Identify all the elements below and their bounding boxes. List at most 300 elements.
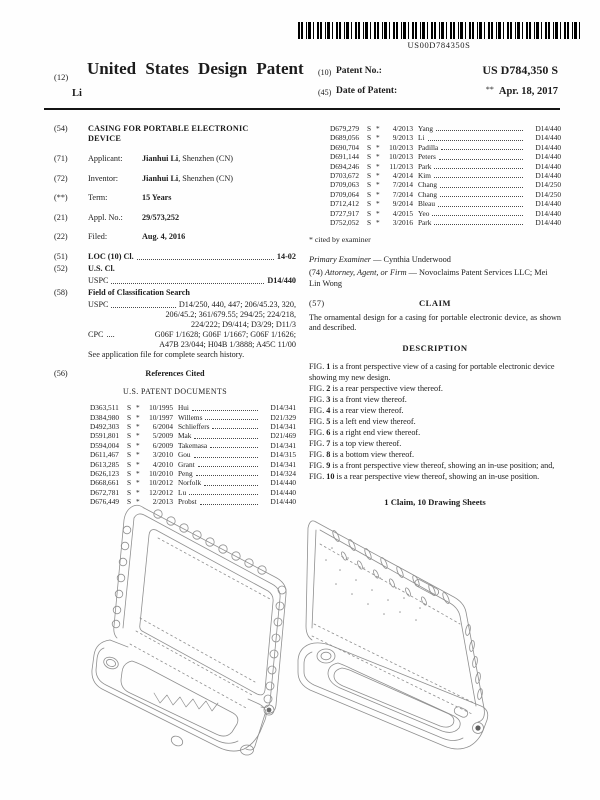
ref-kind-code: S [127, 403, 132, 413]
reference-row [330, 162, 561, 171]
ref-examiner-star: * [376, 218, 380, 228]
ref-date: 10/1995 [149, 403, 173, 413]
ref-classification: D14/440 [270, 487, 296, 497]
fig-number: 1 [326, 362, 331, 372]
section-54-code: (54) [54, 124, 68, 133]
ref-inventor-name: Probst [178, 497, 197, 507]
field-code: (21) [54, 212, 68, 222]
ref-inventor-name: Chang [418, 180, 438, 190]
fig-number: 4 [326, 406, 331, 416]
ref-patent-number: D672,781 [90, 487, 119, 497]
ref-classification: D14/440 [535, 142, 561, 152]
us-classification-row [54, 264, 296, 274]
reference-row [90, 431, 296, 440]
reference-row [90, 413, 296, 422]
dot-leader [440, 190, 523, 197]
ref-classification: D21/469 [270, 431, 296, 441]
references-table-right [330, 124, 561, 227]
fig-prefix: FIG. [309, 384, 325, 394]
uspc-value-row [88, 276, 296, 286]
uspc-search-line [88, 300, 296, 310]
rear-perspective-figure-drawing [296, 508, 531, 763]
ref-classification: D14/341 [270, 459, 296, 469]
claims-sheets-note: 1 Claim, 10 Drawing Sheets [384, 497, 486, 508]
dot-leader [432, 209, 523, 216]
fig-number: 3 [326, 395, 331, 405]
ref-inventor-name: Hui [178, 403, 189, 413]
uspc-value: D14/440 [267, 275, 296, 285]
ref-date: 6/2004 [152, 421, 173, 431]
ref-classification: D14/341 [270, 440, 296, 450]
us-cl-label: U.S. Cl. [88, 263, 115, 273]
ref-patent-number: D363,511 [90, 403, 119, 413]
double-asterisk-marker: ** [485, 85, 494, 94]
ref-patent-number: D591,801 [90, 431, 119, 441]
ref-date: 4/2014 [392, 171, 413, 181]
ref-patent-number: D712,412 [330, 199, 359, 209]
ref-patent-number: D709,063 [330, 180, 359, 190]
ref-date: 10/2013 [389, 152, 413, 162]
ref-classification: D14/440 [535, 124, 561, 133]
ref-inventor-name: Yeo [418, 208, 430, 218]
fig-text: is a front perspective view of a casing for portable electronic device showing my new design. [309, 362, 555, 383]
ref-patent-number: D613,285 [90, 459, 119, 469]
dot-leader [428, 133, 524, 140]
bibliographic-entry [54, 193, 296, 203]
figure-description-line [309, 450, 561, 461]
attorney-name: Novoclaims Patent Services LLC; Mei Lin Wong [309, 268, 548, 288]
section-52-code: (52) [54, 263, 68, 273]
ref-examiner-star: * [136, 478, 140, 488]
loc-value: 14-02 [276, 251, 296, 261]
uspc-label: USPC [88, 299, 109, 309]
ref-kind-code: S [127, 431, 132, 441]
ref-patent-number: D679,279 [330, 124, 359, 133]
ref-patent-number: D703,672 [330, 171, 359, 181]
bibliographic-entry [54, 232, 296, 242]
reference-row [330, 218, 561, 227]
ref-patent-number: D626,123 [90, 468, 119, 478]
ref-patent-number: D690,704 [330, 142, 359, 152]
reference-row [330, 143, 561, 152]
figure-description-line [309, 461, 561, 472]
references-cited-label: References Cited [145, 368, 205, 378]
ref-classification: D14/250 [535, 180, 561, 190]
ref-examiner-star: * [376, 171, 380, 181]
ref-examiner-star: * [136, 440, 140, 450]
figure-descriptions [309, 362, 561, 483]
ref-inventor-name: Gou [178, 450, 191, 460]
ref-patent-number: D752,052 [330, 218, 359, 228]
ref-date: 12/2012 [149, 487, 173, 497]
claim-label: CLAIM [418, 298, 452, 309]
uspc-continuation-lines [88, 310, 296, 330]
dot-leader [137, 252, 274, 260]
fig-number: 5 [326, 417, 331, 427]
reference-row [90, 460, 296, 469]
ref-inventor-name: Park [418, 218, 432, 228]
reference-row [90, 403, 296, 412]
short-dot-leader: .... [106, 329, 115, 339]
dot-leader [196, 469, 258, 476]
references-cited-heading [54, 369, 296, 379]
date-of-patent [486, 85, 558, 97]
figure-description-line [309, 439, 561, 450]
kind-code: (12) [54, 72, 69, 82]
attorney-line [309, 268, 561, 289]
ref-inventor-name: Norfolk [178, 478, 202, 488]
date-of-patent-label: Date of Patent: [336, 86, 398, 96]
fig-text: is a rear view thereof. [332, 406, 404, 416]
figure-description-line [309, 428, 561, 439]
patent-no-field-code: (10) [318, 68, 332, 77]
fig-number: 9 [326, 461, 331, 471]
fig-prefix: FIG. [309, 417, 325, 427]
loc-label: LOC (10) Cl. [88, 251, 134, 261]
ref-inventor-name: Li [418, 133, 425, 143]
fig-prefix: FIG. [309, 406, 325, 416]
references-table-left [90, 403, 296, 506]
section-57-code: (57) [309, 299, 325, 309]
ref-inventor-name: Peng [178, 468, 193, 478]
fig-prefix: FIG. [309, 362, 325, 372]
ref-examiner-star: * [376, 152, 380, 162]
fig-text: is a front view thereof. [332, 395, 407, 405]
reference-row [90, 450, 296, 459]
ref-inventor-name: Mak [178, 431, 192, 441]
cpc-label: CPC [88, 329, 104, 339]
section-58-code: (58) [54, 287, 68, 297]
em-dash: — [373, 254, 382, 264]
ref-inventor-name: Yang [418, 124, 434, 133]
ref-examiner-star: * [376, 180, 380, 190]
ref-examiner-star: * [376, 208, 380, 218]
cpc-search-line [88, 330, 296, 340]
ref-examiner-star: * [136, 497, 140, 507]
ref-inventor-name: Schlieffers [178, 421, 210, 431]
ref-date: 6/2009 [152, 440, 173, 450]
ref-classification: D14/440 [535, 208, 561, 218]
ref-patent-number: D594,004 [90, 440, 119, 450]
ref-inventor-name: Peters [418, 152, 436, 162]
field-value: 15 Years [142, 193, 172, 202]
fig-number: 2 [326, 384, 331, 394]
bibliographic-entry [54, 174, 296, 184]
fig-prefix: FIG. [309, 395, 325, 405]
field-value: Aug. 4, 2016 [142, 232, 186, 241]
ref-inventor-name: Chang [418, 189, 438, 199]
ref-kind-code: S [127, 412, 132, 422]
figure-description-line [309, 362, 561, 384]
ref-classification: D14/440 [535, 161, 561, 171]
ref-inventor-name: Kim [418, 171, 431, 181]
ref-classification: D14/341 [270, 403, 296, 413]
dot-leader [440, 180, 523, 187]
invention-title: CASING FOR PORTABLE ELECTRONIC DEVICE [88, 124, 249, 143]
section-56-code: (56) [54, 368, 68, 378]
bibliographic-entry [54, 154, 296, 164]
dot-leader [439, 152, 523, 159]
ref-kind-code: S [367, 124, 372, 133]
fig-number: 8 [326, 450, 331, 460]
ref-date: 3/2010 [152, 450, 173, 460]
ref-kind-code: S [367, 208, 372, 218]
ref-classification: D14/250 [535, 189, 561, 199]
cpc-continuation-lines [88, 340, 296, 350]
section-51-code: (51) [54, 251, 68, 261]
ref-examiner-star: * [136, 403, 140, 413]
ref-inventor-name: Park [418, 161, 432, 171]
bibliographic-entry [54, 213, 296, 223]
fig-text: is a front perspective view thereof, showing an in-use position; and, [332, 461, 555, 471]
reference-row [90, 488, 296, 497]
dot-leader [436, 124, 523, 131]
ref-examiner-star: * [136, 412, 140, 422]
bibliographic-entries [54, 154, 296, 242]
ref-patent-number: D694,246 [330, 161, 359, 171]
ref-date: 5/2009 [152, 431, 173, 441]
header-divider [44, 108, 560, 110]
uspc-label: USPC [88, 275, 109, 285]
dot-leader [438, 199, 523, 206]
ref-date: 10/2010 [149, 468, 173, 478]
ref-classification: D14/440 [535, 152, 561, 162]
ref-date: 11/2013 [389, 161, 413, 171]
us-patent-documents-subheading: U.S. PATENT DOCUMENTS [123, 386, 227, 396]
fig-number: 10 [326, 472, 335, 482]
ref-date: 2/2013 [152, 497, 173, 507]
dot-leader [434, 218, 523, 225]
ref-examiner-star: * [136, 459, 140, 469]
ref-classification: D21/329 [270, 412, 296, 422]
ref-inventor-name: Takemasa [178, 440, 208, 450]
left-column [54, 124, 296, 507]
field-label: Filed: [88, 232, 108, 241]
ref-patent-number: D611,467 [90, 450, 119, 460]
fig-number: 6 [326, 428, 331, 438]
reference-row [90, 422, 296, 431]
document-title: United States Design Patent [87, 59, 304, 78]
claim-text: The ornamental design for a casing for portable electronic device, as shown and described. [309, 312, 561, 332]
dot-leader [204, 478, 258, 485]
dot-leader [434, 162, 523, 169]
ref-patent-number: D668,661 [90, 478, 119, 488]
ref-classification: D14/440 [535, 171, 561, 181]
reference-row [330, 152, 561, 161]
ref-kind-code: S [367, 133, 372, 143]
ref-kind-code: S [127, 478, 132, 488]
cpc-continuation-line: A47B 23/044; H04B 1/3888; A45C 11/00 [159, 339, 296, 349]
ref-classification: D14/440 [535, 133, 561, 143]
ref-classification: D14/440 [535, 218, 561, 228]
ref-date: 4/2010 [152, 459, 173, 469]
dot-leader [194, 431, 258, 438]
uspc-continuation-line: 206/45.2; 361/679.55; 294/25; 224/218, [165, 309, 296, 319]
date-value: Apr. 18, 2017 [498, 86, 558, 97]
ref-classification: D14/440 [270, 497, 296, 507]
ref-examiner-star: * [376, 161, 380, 171]
patent-no-label: Patent No.: [336, 66, 382, 76]
attorney-label: Attorney, Agent, or Firm [324, 268, 407, 278]
reference-row [330, 199, 561, 208]
ref-classification: D14/440 [535, 199, 561, 209]
dot-leader [434, 171, 523, 178]
dot-leader [441, 143, 523, 150]
ref-kind-code: S [127, 497, 132, 507]
ref-examiner-star: * [136, 468, 140, 478]
ref-classification: D14/324 [270, 468, 296, 478]
fig-prefix: FIG. [309, 472, 325, 482]
field-code: (22) [54, 232, 68, 241]
ref-patent-number: D384,980 [90, 412, 119, 422]
reference-row [330, 180, 561, 189]
ref-inventor-name: Grant [178, 459, 195, 469]
ref-date: 9/2014 [392, 199, 413, 209]
dot-leader [212, 422, 258, 429]
reference-row [90, 469, 296, 478]
ref-date: 7/2014 [392, 180, 413, 190]
figure-description-line [309, 395, 561, 406]
reference-row [330, 171, 561, 180]
ref-date: 3/2016 [392, 218, 413, 228]
ref-examiner-star: * [376, 124, 380, 133]
fig-text: is a left end view thereof. [332, 417, 416, 427]
field-code: (**) [54, 193, 68, 202]
right-column [309, 124, 561, 508]
uspc-continuation-line: 224/222; D9/414; D3/29; D11/3 [191, 319, 296, 329]
fig-text: is a right end view thereof. [332, 428, 421, 438]
ref-inventor-name: Lu [178, 487, 187, 497]
ref-kind-code: S [127, 440, 132, 450]
ref-inventor-name: Padilla [418, 142, 439, 152]
cpc-search-values: G06F 1/1628; G06F 1/1667; G06F 1/1626; [154, 329, 296, 339]
fig-text: is a bottom view thereof. [332, 450, 415, 460]
reference-row [330, 124, 561, 133]
description-heading: DESCRIPTION [402, 342, 468, 353]
ref-classification: D14/440 [270, 478, 296, 488]
invention-title-section [54, 124, 296, 144]
ref-patent-number: D727,917 [330, 208, 359, 218]
barcode-number: US00D784350S [407, 40, 471, 50]
primary-examiner-label: Primary Examiner [309, 254, 371, 264]
claim-heading [309, 298, 561, 308]
front-perspective-figure-drawing [70, 498, 310, 793]
dot-leader [198, 460, 258, 467]
field-label: Inventor: [88, 173, 119, 183]
ref-kind-code: S [367, 152, 372, 162]
field-of-search-body [88, 300, 296, 360]
dot-leader [111, 300, 175, 308]
ref-classification: D14/341 [270, 421, 296, 431]
cited-by-examiner-note: * cited by examiner [309, 235, 371, 245]
ref-date: 10/2013 [389, 142, 413, 152]
field-label: Appl. No.: [88, 212, 123, 222]
ref-kind-code: S [127, 450, 132, 460]
fig-number: 7 [326, 439, 331, 449]
figure-description-line [309, 472, 561, 483]
fig-prefix: FIG. [309, 461, 325, 471]
field-label: Applicant: [88, 154, 123, 163]
ref-date: 10/1997 [149, 412, 173, 422]
field-label: Term: [88, 193, 108, 202]
reference-row [330, 190, 561, 199]
fig-prefix: FIG. [309, 428, 325, 438]
field-value: Jianhui Li, Shenzhen (CN) [142, 173, 233, 183]
field-code: (71) [54, 154, 68, 163]
fig-prefix: FIG. [309, 439, 325, 449]
barcode-bars-icon [298, 22, 580, 39]
ref-date: 4/2015 [392, 208, 413, 218]
ref-kind-code: S [367, 189, 372, 199]
ref-kind-code: S [367, 142, 372, 152]
ref-patent-number: D492,303 [90, 421, 119, 431]
ref-kind-code: S [127, 421, 132, 431]
fig-text: is a rear perspective view thereof, showing an in-use position. [336, 472, 540, 482]
section-74-code: (74) [309, 268, 323, 278]
ref-date: 7/2014 [392, 189, 413, 199]
em-dash: — [408, 268, 417, 278]
ref-patent-number: D709,064 [330, 189, 359, 199]
ref-patent-number: D676,449 [90, 497, 119, 507]
ref-kind-code: S [367, 161, 372, 171]
primary-examiner-name: Cynthia Underwood [383, 254, 451, 264]
field-value: 29/573,252 [142, 212, 180, 222]
ref-examiner-star: * [376, 133, 380, 143]
ref-examiner-star: * [136, 450, 140, 460]
date-field-code: (45) [318, 88, 332, 97]
field-value: Jianhui Li, Shenzhen (CN) [142, 154, 233, 163]
dot-leader [192, 403, 258, 410]
ref-inventor-name: Willems [178, 412, 203, 422]
ref-date: 4/2013 [392, 124, 413, 133]
ref-patent-number: D689,056 [330, 133, 359, 143]
loc-classification-row [54, 252, 296, 262]
figure-description-line [309, 384, 561, 395]
ref-date: 10/2012 [149, 478, 173, 488]
dot-leader [189, 488, 258, 495]
ref-examiner-star: * [136, 431, 140, 441]
search-history-note: See application file for complete search history. [88, 349, 245, 359]
ref-examiner-star: * [376, 142, 380, 152]
ref-kind-code: S [127, 468, 132, 478]
reference-row [330, 209, 561, 218]
ref-patent-number: D691,144 [330, 152, 359, 162]
reference-row [90, 478, 296, 487]
uspc-search-values: D14/250, 440, 447; 206/45.23, 320, [178, 299, 296, 309]
field-of-search-heading [54, 288, 296, 298]
ref-examiner-star: * [376, 199, 380, 209]
dot-leader [210, 441, 258, 448]
fig-text: is a top view thereof. [332, 439, 402, 449]
patent-number: US D784,350 S [482, 63, 558, 77]
ref-date: 9/2013 [392, 133, 413, 143]
figure-description-line [309, 417, 561, 428]
ref-inventor-name: Bleau [418, 199, 436, 209]
ref-examiner-star: * [136, 421, 140, 431]
ref-examiner-star: * [136, 487, 140, 497]
inventor-surname: Li [72, 88, 82, 99]
field-of-search-label: Field of Classification Search [88, 287, 190, 297]
figure-description-line [309, 406, 561, 417]
reference-row [90, 441, 296, 450]
ref-examiner-star: * [376, 189, 380, 199]
ref-classification: D14/315 [270, 450, 296, 460]
ref-kind-code: S [367, 218, 372, 228]
ref-kind-code: S [367, 199, 372, 209]
fig-prefix: FIG. [309, 450, 325, 460]
ref-kind-code: S [367, 180, 372, 190]
dot-leader [111, 276, 264, 284]
